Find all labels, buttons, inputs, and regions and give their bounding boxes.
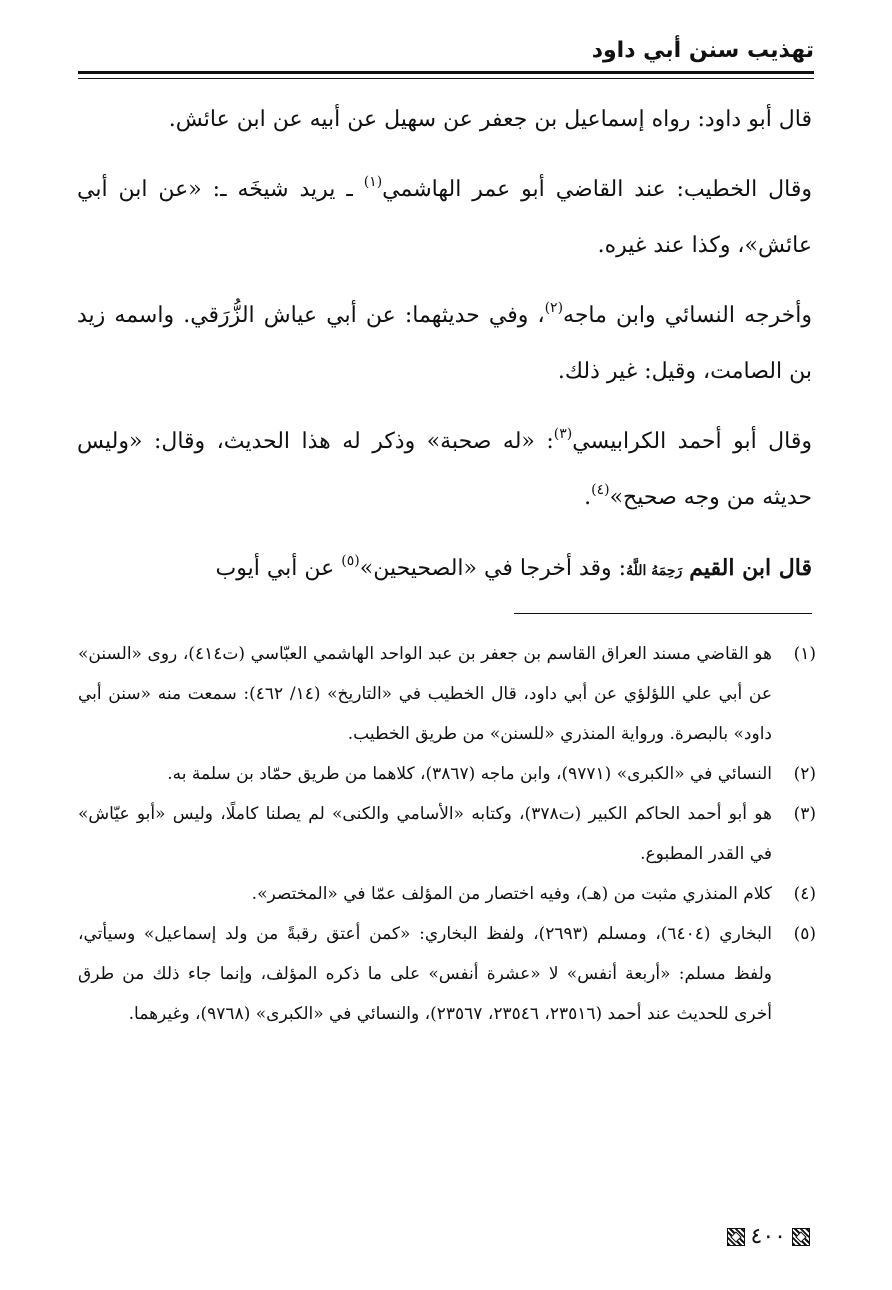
- footnote-1: [78, 634, 816, 754]
- footnote-ref-4[interactable]: (٤): [591, 481, 610, 498]
- footnote-text: هو أبو أحمد الحاكم الكبير (ت٣٧٨)، وكتابه «الأسامي والكنى» لم يصلنا كاملًا، وليس «أبو عيّاش» في القدر المطبوع.: [78, 804, 772, 864]
- paragraph-2-text-a: وقال الخطيب: عند القاضي أبو عمر الهاشمي: [382, 177, 812, 202]
- footnotes: [78, 634, 816, 1034]
- footnote-text: كلام المنذري مثبت من (هـ)، وفيه اختصار من المؤلف عمّا في «المختصر».: [251, 884, 772, 904]
- main-text: [77, 92, 812, 613]
- honorific: رَحِمَهُ اللَّهُ: [626, 563, 683, 579]
- paragraph-5-text-b: عن أبي أيوب: [215, 556, 342, 581]
- footnote-text: البخاري (٦٤٠٤)، ومسلم (٢٦٩٣)، ولفظ البخاري: «كمن أعتق رقبةً من ولد إسماعيل» وسيأتي، ولفظ مسلم: «أربعة أنفس» لا «عشرة أنفس» على ما ذكره المؤلف، وإنما جاء ذلك من طرق أخرى للحديث عند أحمد (٢٣٥١٦، ٢٣٥٤٦، ٢٣٥٦٧)، والنسائي في «الكبرى» (٩٧٦٨)، وغيرهما.: [78, 924, 772, 1024]
- footnote-5: [78, 914, 816, 1034]
- footnote-text: النسائي في «الكبرى» (٩٧٧١)، وابن ماجه (٣٨٦٧)، كلاهما من طريق حمّاد بن سلمة به.: [167, 764, 772, 784]
- footnote-ref-3[interactable]: (٣): [553, 425, 573, 442]
- footnote-number: (٥): [793, 924, 816, 944]
- paragraph-5-text-a: : وقد أخرجا في «الصحيحين»: [359, 556, 627, 581]
- footnote-text: هو القاضي مسند العراق القاسم بن جعفر بن عبد الواحد الهاشمي العبّاسي (ت٤١٤)، روى «السنن» عن أبي علي اللؤلؤي عن أبي داود، قال الخطيب في «التاريخ» (١٤/ ٤٦٢): سمعت منه «سنن أبي داود» بالبصرة. ورواية المنذري «للسنن» من طريق الخطيب.: [78, 644, 772, 744]
- footnote-separator: [514, 613, 812, 614]
- footnote-number: (٢): [793, 764, 816, 784]
- paragraph-2-text-b: ـ يريد شيخَه ـ: «عن ابن أبي عائش»، وكذا عند غيره.: [77, 177, 812, 258]
- paragraph-2: [77, 162, 812, 274]
- header-rule-thin: [78, 78, 814, 79]
- footnote-number: (٤): [793, 884, 816, 904]
- footnote-4: [78, 874, 816, 914]
- header-rule-thick: [78, 71, 814, 74]
- paragraph-3-text-a: وأخرجه النسائي وابن ماجه: [563, 303, 812, 328]
- paragraph-5: [77, 540, 812, 599]
- ibn-alqayyim-label: قال ابن القيم: [689, 555, 812, 581]
- page-number-text: ٤٠٠: [750, 1224, 786, 1249]
- paragraph-4: [77, 414, 812, 526]
- footnote-ref-5[interactable]: (٥): [341, 552, 360, 569]
- footnote-ref-1[interactable]: (١): [363, 173, 383, 190]
- paragraph-4-text-c: .: [584, 485, 592, 510]
- paragraph-3: [77, 288, 812, 400]
- footnote-ref-2[interactable]: (٢): [544, 299, 564, 316]
- running-title: تهذيب سنن أبي داود: [591, 38, 814, 63]
- page-number: [727, 1224, 810, 1249]
- paragraph-3-text-b: ، وفي حديثهما: عن أبي عياش الزُّرَقي. واسمه زيد بن الصامت، وقيل: غير ذلك.: [77, 303, 812, 384]
- ornament-icon: [727, 1228, 745, 1246]
- footnote-number: (١): [793, 644, 816, 664]
- paragraph-1-text: قال أبو داود: رواه إسماعيل بن جعفر عن سهيل عن أبيه عن ابن عائش.: [168, 107, 812, 132]
- paragraph-4-text-a: وقال أبو أحمد الكرابيسي: [572, 429, 812, 454]
- paragraph-1: [77, 92, 812, 148]
- footnote-number: (٣): [793, 804, 816, 824]
- footnote-2: [78, 754, 816, 794]
- paragraph-4-text-b: : «له صحبة» وذكر له هذا الحديث، وقال: «وليس حديثه من وجه صحيح»: [77, 429, 812, 510]
- ornament-icon: [792, 1228, 810, 1246]
- footnote-3: [78, 794, 816, 874]
